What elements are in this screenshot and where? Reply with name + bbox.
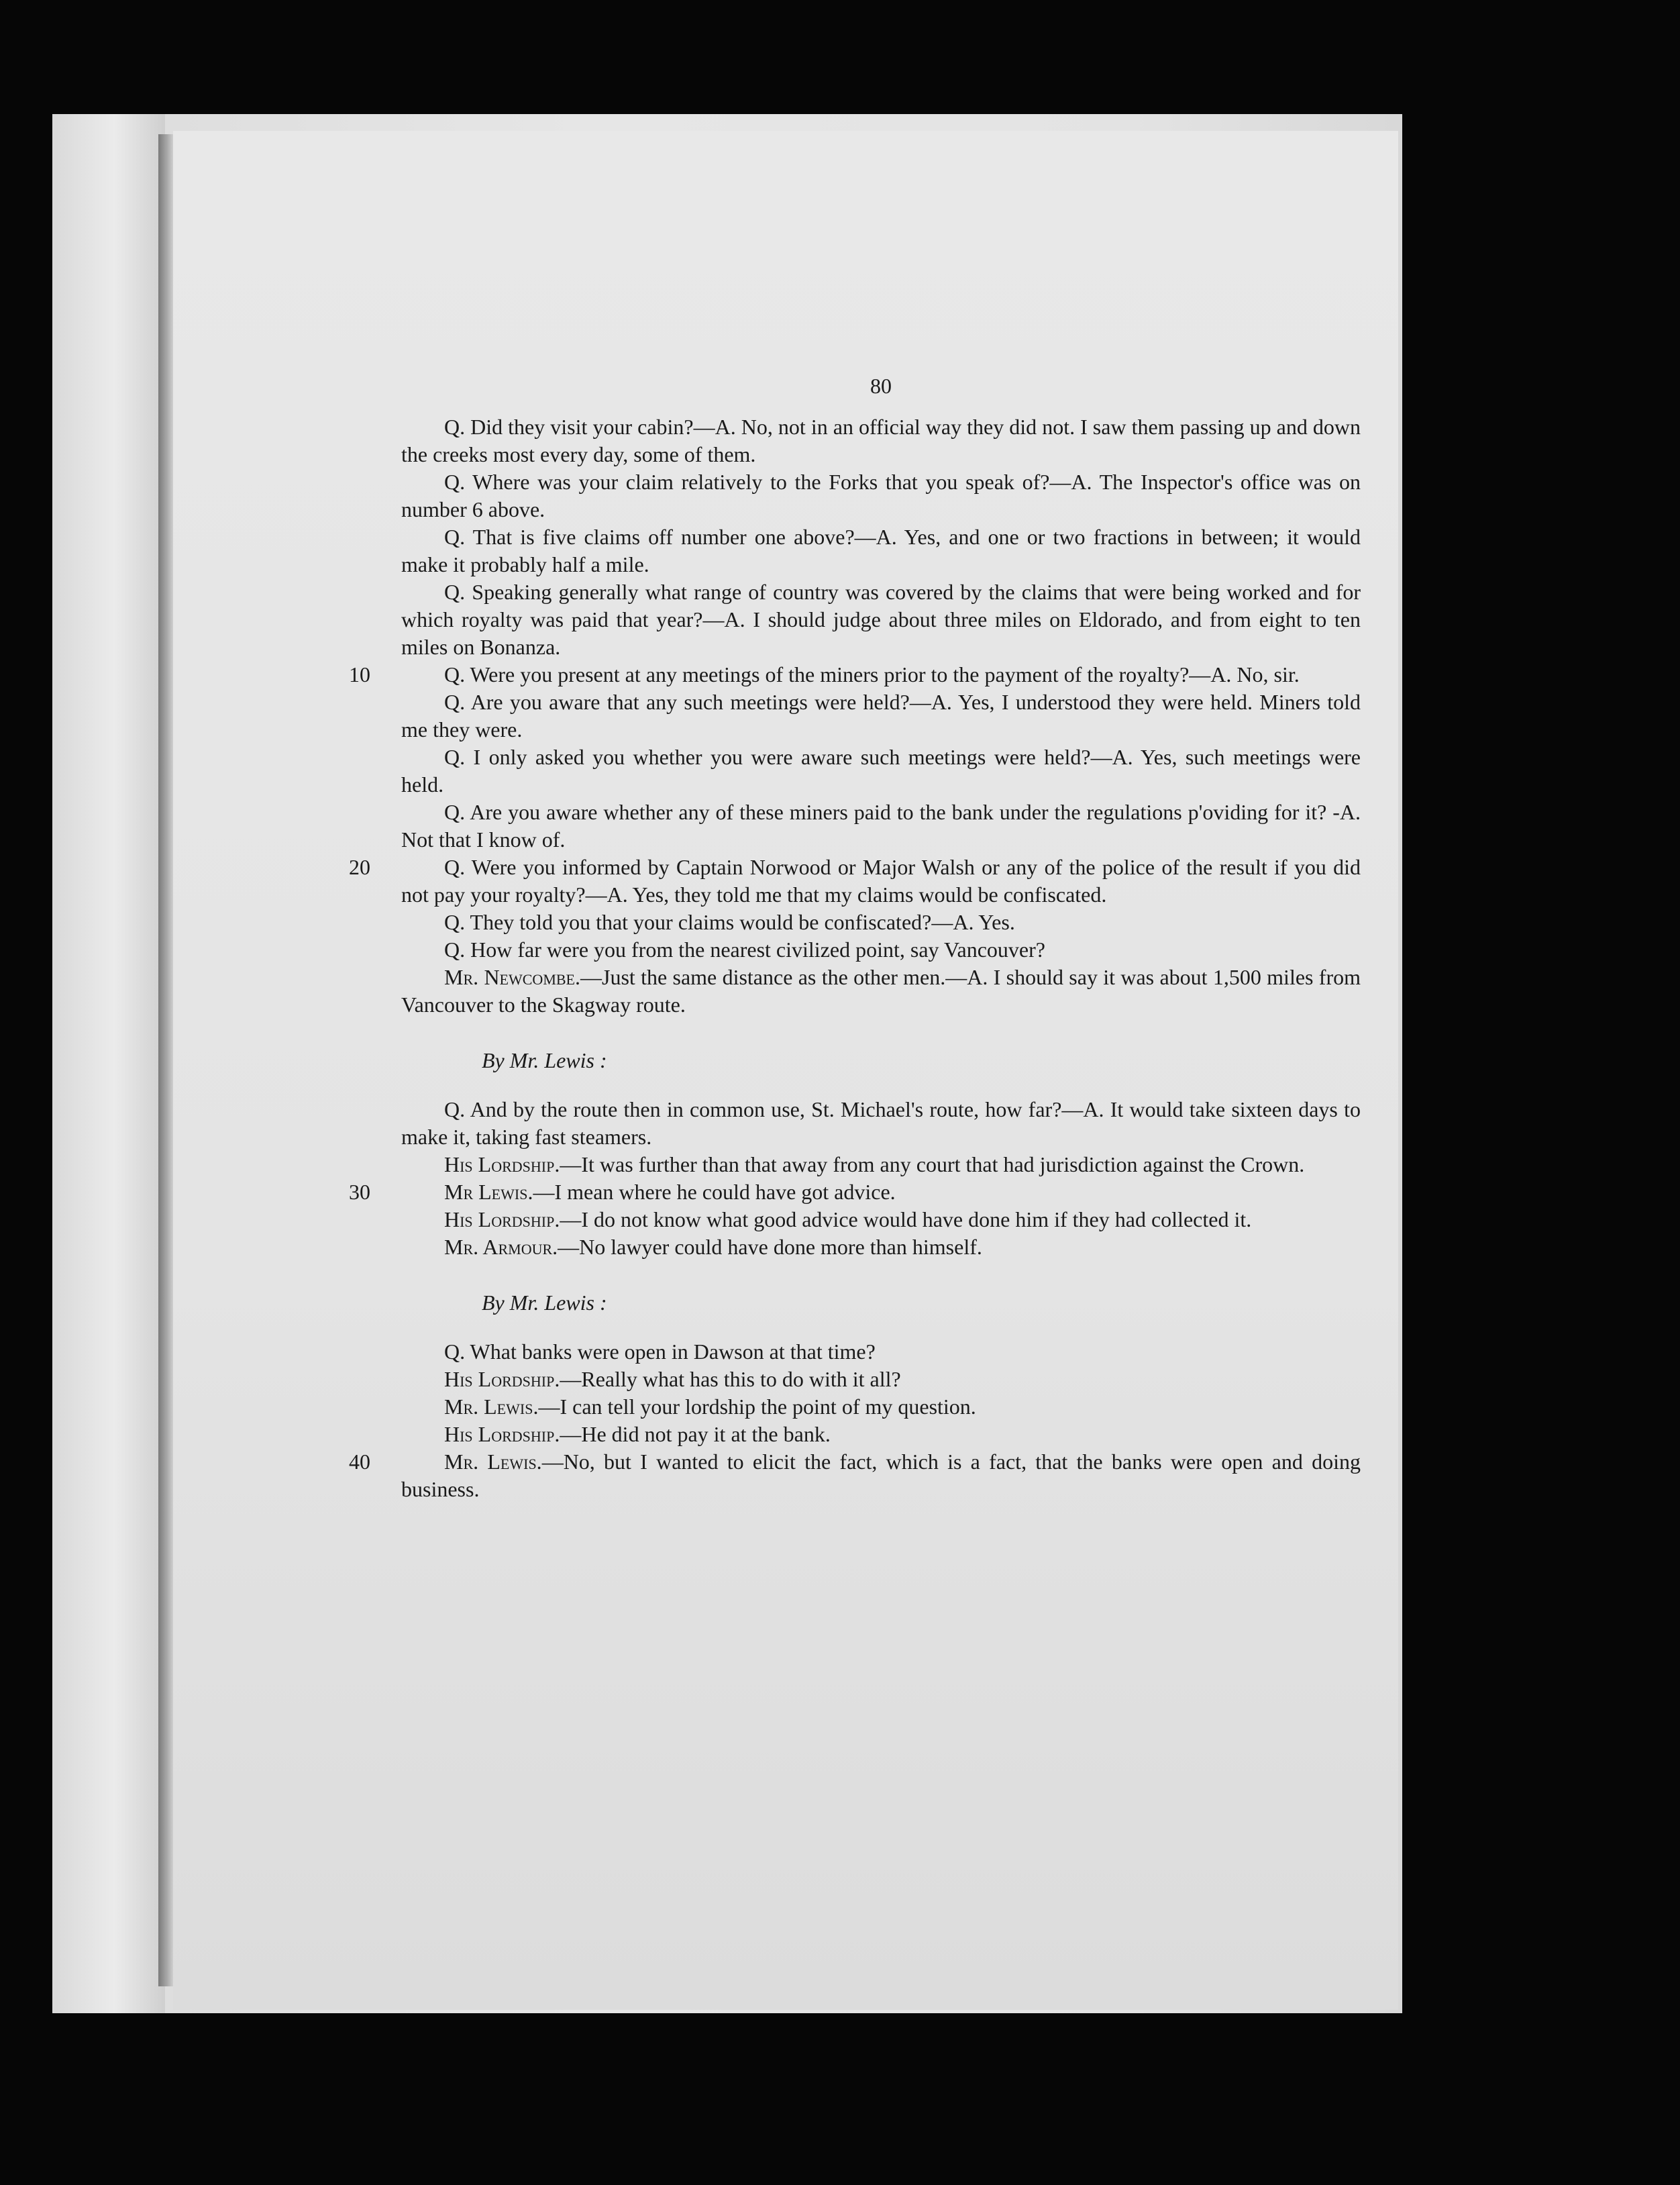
speaker-paragraph bbox=[401, 1421, 1361, 1448]
qa-paragraph bbox=[401, 578, 1361, 661]
paragraph-text: Q. They told you that your claims would be confiscated?—A. Yes. bbox=[444, 910, 1015, 934]
speaker-name: His Lordship. bbox=[444, 1422, 560, 1446]
speaker-paragraph bbox=[401, 1206, 1361, 1233]
paragraph-text: Q. That is five claims off number one above?—A. Yes, and one or two fractions in between; it would make it probably half a mile. bbox=[401, 525, 1361, 576]
paragraph-text: Q. Were you present at any meetings of the miners prior to the payment of the royalty?—A. No, sir. bbox=[444, 662, 1300, 687]
line-number: 40 bbox=[349, 1450, 370, 1474]
binding-shadow bbox=[158, 134, 173, 1986]
qa-paragraph bbox=[401, 413, 1361, 468]
speaker-name: Mr. Lewis. bbox=[444, 1394, 539, 1419]
heading-text: By Mr. Lewis : bbox=[482, 1048, 607, 1072]
line-number: 10 bbox=[349, 662, 370, 687]
speaker-name: His Lordship. bbox=[444, 1152, 560, 1176]
speaker-name: Mr. Armour. bbox=[444, 1235, 558, 1259]
paragraph-text: —I can tell your lordship the point of my question. bbox=[538, 1394, 976, 1419]
heading-text: By Mr. Lewis : bbox=[482, 1290, 607, 1315]
speaker-name: Mr Lewis. bbox=[444, 1180, 533, 1204]
paragraph-text: —Just the same distance as the other men.—A. I should say it was about 1,500 miles from Vancouver to the Skagway route. bbox=[401, 965, 1361, 1017]
line-number: 30 bbox=[349, 1180, 370, 1204]
speaker-name: His Lordship. bbox=[444, 1367, 560, 1391]
qa-paragraph bbox=[349, 661, 1361, 689]
speaker-name: Mr. Lewis. bbox=[444, 1450, 542, 1474]
qa-paragraph bbox=[401, 936, 1361, 964]
paragraph-text: —No, but I wanted to elicit the fact, which is a fact, that the banks were open and doing business. bbox=[401, 1450, 1361, 1501]
transcript-body bbox=[349, 413, 1361, 1503]
qa-paragraph bbox=[401, 799, 1361, 854]
speaker-paragraph bbox=[401, 1393, 1361, 1421]
qa-paragraph bbox=[401, 1338, 1361, 1366]
speaker-paragraph bbox=[349, 1178, 1361, 1206]
binding-edge bbox=[52, 114, 165, 2013]
paragraph-text: Q. Did they visit your cabin?—A. No, not in an official way they did not. I saw them passing up and down the creeks most every day, some of them. bbox=[401, 415, 1361, 466]
paragraph-text: —It was further than that away from any court that had jurisdiction against the Crown. bbox=[560, 1152, 1305, 1176]
speaker-paragraph bbox=[401, 1233, 1361, 1261]
speaker-paragraph bbox=[401, 964, 1361, 1019]
paragraph-text: —I mean where he could have got advice. bbox=[533, 1180, 896, 1204]
paragraph-text: —I do not know what good advice would have done him if they had collected it. bbox=[560, 1207, 1252, 1231]
paragraph-text: —He did not pay it at the bank. bbox=[560, 1422, 831, 1446]
section-heading bbox=[482, 1289, 1361, 1317]
qa-paragraph bbox=[401, 909, 1361, 936]
qa-paragraph bbox=[401, 689, 1361, 744]
paragraph-text: Q. Speaking generally what range of country was covered by the claims that were being worked and for which royalty was paid that year?—A. I should judge about three miles on Eldorado, and from eight to ten miles on Bonanza. bbox=[401, 580, 1361, 659]
line-number: 20 bbox=[349, 855, 370, 879]
speaker-name: Mr. Newcombe. bbox=[444, 965, 580, 989]
qa-paragraph bbox=[401, 744, 1361, 799]
paragraph-text: —No lawyer could have done more than himself. bbox=[558, 1235, 982, 1259]
paragraph-text: Q. Where was your claim relatively to the Forks that you speak of?—A. The Inspector's office was on number 6 above. bbox=[401, 470, 1361, 521]
qa-paragraph bbox=[349, 854, 1361, 909]
speaker-name: His Lordship. bbox=[444, 1207, 560, 1231]
qa-paragraph bbox=[401, 1096, 1361, 1151]
paragraph-text: Q. What banks were open in Dawson at that time? bbox=[444, 1339, 876, 1364]
qa-paragraph bbox=[401, 523, 1361, 578]
qa-paragraph bbox=[401, 468, 1361, 523]
paragraph-text: Q. I only asked you whether you were aware such meetings were held?—A. Yes, such meetings were held. bbox=[401, 745, 1361, 797]
page-number: 80 bbox=[870, 374, 892, 398]
paragraph-text: Q. Are you aware whether any of these miners paid to the bank under the regulations p'oviding for it? -A. Not that I know of. bbox=[401, 800, 1361, 852]
paragraph-text: —Really what has this to do with it all? bbox=[560, 1367, 901, 1391]
transcript-text bbox=[349, 372, 1361, 1503]
paragraph-text: Q. Are you aware that any such meetings were held?—A. Yes, I understood they were held. Miners told me they were. bbox=[401, 690, 1361, 742]
paragraph-text: Q. And by the route then in common use, St. Michael's route, how far?—A. It would take sixteen days to make it, taking fast steamers. bbox=[401, 1097, 1361, 1149]
speaker-paragraph bbox=[401, 1151, 1361, 1178]
speaker-paragraph bbox=[349, 1448, 1361, 1503]
section-heading bbox=[482, 1047, 1361, 1074]
speaker-paragraph bbox=[401, 1366, 1361, 1393]
paragraph-text: Q. How far were you from the nearest civilized point, say Vancouver? bbox=[444, 937, 1045, 962]
paragraph-text: Q. Were you informed by Captain Norwood or Major Walsh or any of the police of the result if you did not pay your royalty?—A. Yes, they told me that my claims would be confiscated. bbox=[401, 855, 1361, 907]
